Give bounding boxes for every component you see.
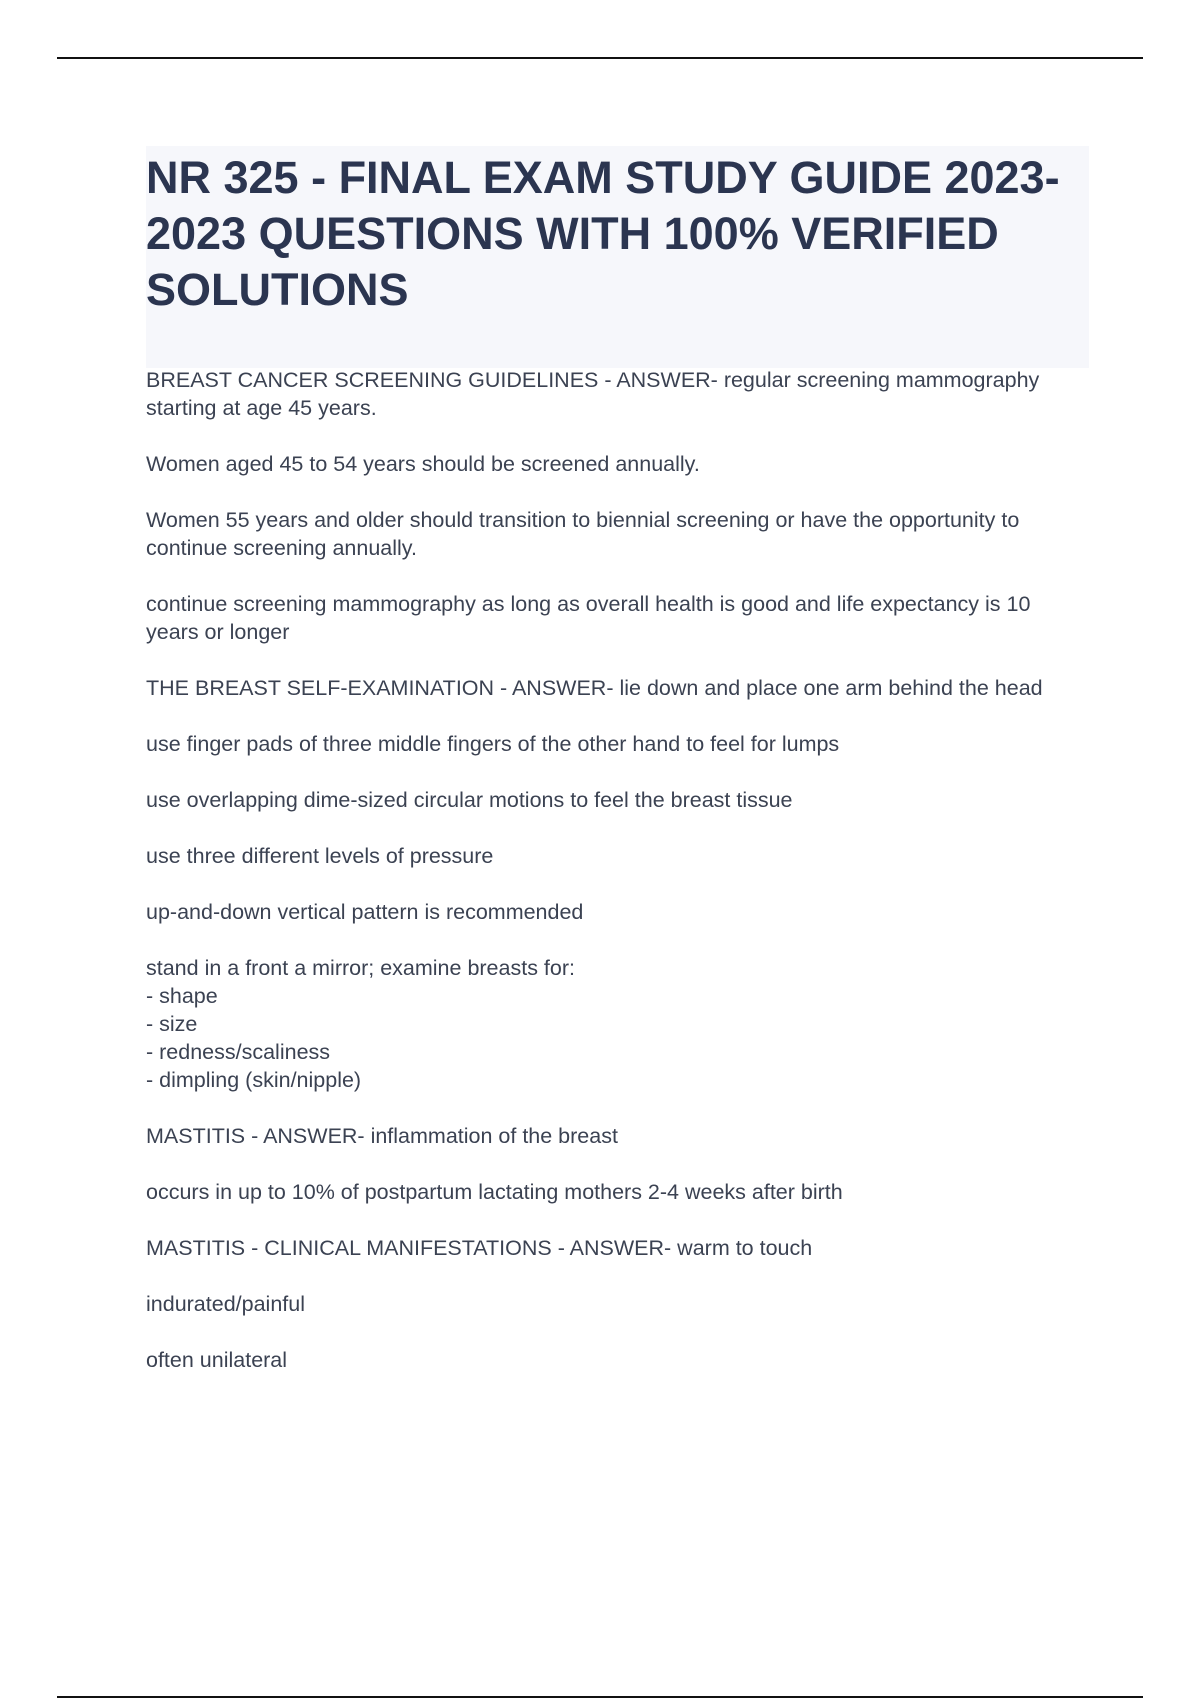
paragraph: up-and-down vertical pattern is recommended: [146, 900, 584, 924]
paragraph: use finger pads of three middle fingers of the other hand to feel for lumps: [146, 732, 840, 756]
document-body: [146, 366, 1086, 1402]
bottom-rule: [57, 1696, 1143, 1698]
paragraph: use three different levels of pressure: [146, 844, 494, 868]
paragraph: often unilateral: [146, 1348, 288, 1372]
title-block: [146, 146, 1089, 368]
paragraph: indurated/painful: [146, 1292, 305, 1316]
paragraph: stand in a front a mirror; examine breasts for: - shape - size - redness/scaliness - dimpling (skin/nipple): [146, 956, 575, 1092]
paragraph: Women aged 45 to 54 years should be screened annually.: [146, 452, 700, 476]
document-title: NR 325 - FINAL EXAM STUDY GUIDE 2023-2023 QUESTIONS WITH 100% VERIFIED SOLUTIONS: [146, 152, 1060, 315]
paragraph: use overlapping dime-sized circular motions to feel the breast tissue: [146, 788, 793, 812]
paragraph: THE BREAST SELF-EXAMINATION - ANSWER- lie down and place one arm behind the head: [146, 676, 1043, 700]
paragraph: MASTITIS - ANSWER- inflammation of the breast: [146, 1124, 618, 1148]
paragraph: MASTITIS - CLINICAL MANIFESTATIONS - ANSWER- warm to touch: [146, 1236, 813, 1260]
paragraph: continue screening mammography as long as overall health is good and life expectancy is 10 years or longer: [146, 592, 1031, 644]
paragraph: Women 55 years and older should transition to biennial screening or have the opportunity to continue screening annually.: [146, 508, 1020, 560]
paragraph: occurs in up to 10% of postpartum lactating mothers 2-4 weeks after birth: [146, 1180, 843, 1204]
paragraph: BREAST CANCER SCREENING GUIDELINES - ANSWER- regular screening mammography starting at age 45 years.: [146, 368, 1040, 420]
top-rule: [57, 57, 1143, 59]
